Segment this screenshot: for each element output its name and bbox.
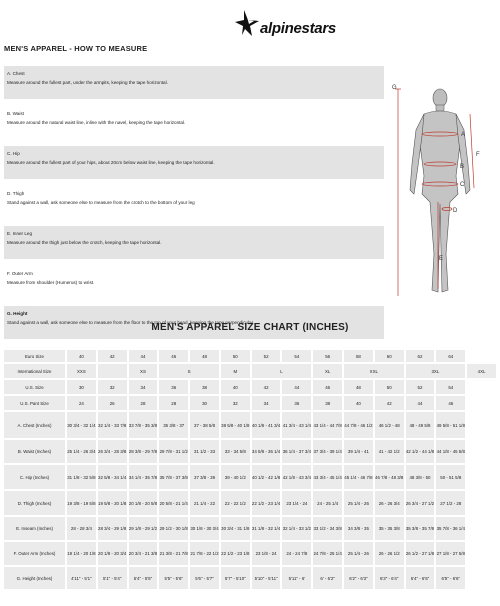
table-cell: 50 <box>375 380 404 394</box>
table-cell: 41 3/4 - 43 1/4 <box>282 412 311 438</box>
table-cell: 34 5/8 - 36 1/4 <box>252 440 281 463</box>
table-cell: 20 1/8 - 20 5/8 <box>129 491 158 515</box>
table-cell: 42 <box>375 396 404 410</box>
table-cell: 21 1/4 - 22 <box>190 491 219 515</box>
table-cell: 31 1/2 - 33 <box>190 440 219 463</box>
measure-item-desc: Measure around the fullest part, under the armpits, keeping the tape horizontal. <box>7 79 168 85</box>
table-cell: 48 - 49 5/8 <box>406 412 435 438</box>
measurement-row <box>4 465 496 489</box>
table-cell: 35 7/8 - 37 3/8 <box>159 465 188 489</box>
table-cell: 27 1/2 - 28 <box>436 491 465 515</box>
row-label: U.S. Size <box>4 380 65 394</box>
row-label: E. Inseam (Inches) <box>4 517 65 540</box>
table-cell: 35 3/8 - 35 7/8 <box>406 517 435 540</box>
table-cell: 29 1/2 - 30 1/8 <box>159 517 188 540</box>
table-cell: 21 7/8 - 22 1/2 <box>190 542 219 565</box>
measure-item-label: B. Waist <box>7 111 24 116</box>
measure-item-desc: Measure around the thigh just below the crotch, keeping the tape horizontal. <box>7 239 162 245</box>
table-cell: 62 <box>406 350 435 362</box>
table-cell: 58 <box>344 350 373 362</box>
brand-wordmark: alpinestars <box>260 20 336 37</box>
table-cell: 26 - 26 3/4 <box>375 491 404 515</box>
table-cell: 42 <box>98 350 127 362</box>
row-label: F. Outer Arm (Inches) <box>4 542 65 565</box>
table-cell: 34 <box>252 396 281 410</box>
table-cell <box>98 364 127 378</box>
measure-item-desc: Measure around the fullest part of your hips, about 20cm below waist line, keeping the tape horizontal. <box>7 159 215 165</box>
table-cell: 32 <box>221 396 250 410</box>
table-cell: 26 <box>98 396 127 410</box>
figure-letter: D <box>453 208 458 214</box>
table-cell: 30 <box>67 380 96 394</box>
figure-letter: F <box>476 152 480 158</box>
table-cell: 37 3/8 - 39 <box>190 465 219 489</box>
brand-logo <box>232 8 342 40</box>
table-cell: 25 1/4 - 26 <box>344 542 373 565</box>
table-cell: 33 7/8 - 35 3/8 <box>129 412 158 438</box>
table-cell: 31 1/8 - 32 1/4 <box>252 517 281 540</box>
table-cell: 42 <box>252 380 281 394</box>
table-cell: 22 - 22 1/2 <box>221 491 250 515</box>
table-cell: 36 <box>159 380 188 394</box>
table-cell: 26 3/4 - 27 1/2 <box>406 491 435 515</box>
table-cell: 35 - 35 3/8 <box>375 517 404 540</box>
table-cell: 38 <box>190 380 219 394</box>
table-cell: 54 <box>282 350 311 362</box>
row-label: International Size <box>4 364 65 378</box>
euro-size-row <box>4 350 496 362</box>
table-cell: 35 7/8 - 36 1/4 <box>436 517 465 540</box>
table-cell: 26 1/2 - 27 1/8 <box>406 542 435 565</box>
table-cell: 20 5/8 - 21 1/4 <box>159 491 188 515</box>
table-cell: 44 1/8 - 45 5/8 <box>436 440 465 463</box>
table-cell: 6' - 6'2" <box>313 567 342 589</box>
table-cell: 28 <box>129 396 158 410</box>
table-cell: XS <box>129 364 158 378</box>
table-cell: 44 7/8 - 46 1/2 <box>344 412 373 438</box>
table-cell: XXS <box>67 364 96 378</box>
table-cell: 43 3/4 - 45 1/4 <box>313 465 342 489</box>
table-cell: 46 <box>313 380 342 394</box>
body-measurement-figure <box>390 84 496 298</box>
table-cell: M <box>221 364 250 378</box>
table-cell: 39 1/4 - 41 <box>344 440 373 463</box>
table-cell: 30 3/4 - 31 1/8 <box>221 517 250 540</box>
table-cell: 40 <box>344 396 373 410</box>
table-cell: 46 <box>159 350 188 362</box>
table-cell: 42 1/8 - 43 3/4 <box>282 465 311 489</box>
size-chart-table <box>2 348 498 591</box>
table-cell: 44 <box>406 396 435 410</box>
table-cell: 28 - 28 3/4 <box>67 517 96 540</box>
alpinestars-star-icon <box>232 8 262 38</box>
table-cell: 24 - 24 7/8 <box>282 542 311 565</box>
measurement-row <box>4 440 496 463</box>
table-cell: 29 7/8 - 31 1/2 <box>159 440 188 463</box>
table-cell: 4'11" - 5'1" <box>67 567 96 589</box>
measure-item-waist <box>4 106 384 139</box>
figure-letter: A <box>461 132 466 138</box>
table-cell: 19 1/4 - 20 1/8 <box>67 542 96 565</box>
table-cell: 30 <box>190 396 219 410</box>
table-cell: 50 <box>221 350 250 362</box>
table-cell: 19 5/8 - 20 1/8 <box>98 491 127 515</box>
us-size-row <box>4 380 496 394</box>
measure-item-label: F. Outer Arm <box>7 271 33 276</box>
how-to-measure-title: MEN'S APPAREL - HOW TO MEASURE <box>4 44 148 53</box>
table-cell: 64 <box>436 350 465 362</box>
table-cell: 30 3/4 - 32 1/4 <box>67 412 96 438</box>
measure-item-desc: Measure around the natural waist line, inline with the navel, keeping the tape horizontal. <box>7 119 186 125</box>
measure-item-inner-leg <box>4 226 384 259</box>
size-chart-title: MEN'S APPAREL SIZE CHART (INCHES) <box>151 322 349 333</box>
table-cell: 45 1/4 - 46 7/8 <box>344 465 373 489</box>
table-cell: 32 1/4 - 33 7/8 <box>98 412 127 438</box>
row-label: D. Thigh (Inches) <box>4 491 65 515</box>
measure-item-hip <box>4 146 384 179</box>
measure-item-label: C. Hip <box>7 151 20 156</box>
row-label: A. Chest (Inches) <box>4 412 65 438</box>
measure-item-outer-arm <box>4 266 384 299</box>
measurement-row <box>4 517 496 540</box>
row-label: U.S. Pant Size <box>4 396 65 410</box>
table-cell: 5'11" - 6' <box>282 567 311 589</box>
table-cell: 33 1/2 - 34 3/8 <box>313 517 342 540</box>
table-cell: 6'2" - 6'3" <box>344 567 373 589</box>
table-cell: 20 3/4 - 21 3/8 <box>129 542 158 565</box>
table-cell: 20 1/8 - 20 3/4 <box>98 542 127 565</box>
measurement-row <box>4 412 496 438</box>
table-cell: 34 1/4 - 35 7/8 <box>129 465 158 489</box>
table-cell: 36 1/4 - 37 3/4 <box>282 440 311 463</box>
us-pant-size-row <box>4 396 496 410</box>
table-cell: 37 3/4 - 39 1/4 <box>313 440 342 463</box>
table-cell: 23 1/4 - 24 <box>282 491 311 515</box>
measure-item-thigh <box>4 186 384 219</box>
table-cell: 22 1/2 - 23 1/4 <box>252 491 281 515</box>
table-cell: 31 1/8 - 32 5/8 <box>67 465 96 489</box>
table-cell: 39 - 40 1/2 <box>221 465 250 489</box>
table-cell: 40 1/8 - 41 3/4 <box>252 412 281 438</box>
table-cell: 49 5/8 - 51 1/8 <box>436 412 465 438</box>
table-cell: 30 1/8 - 30 3/4 <box>190 517 219 540</box>
table-cell: 24 - 25 1/4 <box>313 491 342 515</box>
table-cell: XXL <box>344 364 404 378</box>
table-cell: 26 - 26 1/2 <box>375 542 404 565</box>
table-cell: 44 <box>282 380 311 394</box>
figure-letter: E <box>439 256 444 262</box>
measure-item-desc: Measure from shoulder (Humerus) to wrist. <box>7 279 95 285</box>
table-cell: 52 <box>406 380 435 394</box>
table-cell: 29 1/8 - 29 1/2 <box>129 517 158 540</box>
table-cell: 27 1/8 - 27 5/8 <box>436 542 465 565</box>
table-cell: 36 <box>282 396 311 410</box>
measure-item-label: G. Height <box>7 311 28 316</box>
table-cell: 21 3/8 - 21 7/8 <box>159 542 188 565</box>
figure-letter: B <box>460 164 465 170</box>
table-cell: 4XL <box>467 364 496 378</box>
table-cell: 56 <box>313 350 342 362</box>
table-cell: 46 1/2 - 48 <box>375 412 404 438</box>
table-cell: 23 1/8 - 24 <box>252 542 281 565</box>
table-cell: 48 3/8 - 50 <box>406 465 435 489</box>
measurement-rows <box>4 412 496 589</box>
table-cell: S <box>159 364 219 378</box>
measure-item-label: E. Inner Leg <box>7 231 33 236</box>
measurement-row <box>4 491 496 515</box>
table-cell: 46 7/8 - 48 3/8 <box>375 465 404 489</box>
measure-item-label: A. Chest <box>7 71 25 76</box>
table-cell: 54 <box>436 380 465 394</box>
measure-item-label: D. Thigh <box>7 191 25 196</box>
table-cell: 25 1/4 - 26 <box>344 491 373 515</box>
table-cell: 40 1/2 - 42 1/8 <box>252 465 281 489</box>
table-cell: 48 <box>190 350 219 362</box>
table-cell: 46 <box>436 396 465 410</box>
figure-letter: G <box>392 85 397 91</box>
measure-item-chest <box>4 66 384 99</box>
table-cell: 6'5" - 6'6" <box>436 567 465 589</box>
table-cell: 6'4" - 6'5" <box>406 567 435 589</box>
table-cell: 32 <box>98 380 127 394</box>
table-cell: 5'4" - 5'5" <box>129 567 158 589</box>
table-cell: 24 7/8 - 25 1/4 <box>313 542 342 565</box>
table-cell: 28 3/4 - 29 1/8 <box>98 517 127 540</box>
body-silhouette-illustration <box>390 84 496 298</box>
international-size-row <box>4 364 496 378</box>
table-cell: 37 - 38 5/8 <box>190 412 219 438</box>
table-cell: 52 <box>252 350 281 362</box>
table-cell: L <box>252 364 312 378</box>
table-cell: 60 <box>375 350 404 362</box>
table-cell: 44 <box>129 350 158 362</box>
table-cell: 5'1" - 5'4" <box>98 567 127 589</box>
table-cell: 28 3/8 - 29 7/8 <box>129 440 158 463</box>
table-cell: 19 3/8 - 19 5/8 <box>67 491 96 515</box>
row-label: G. Height (Inches) <box>4 567 65 589</box>
measurement-row <box>4 542 496 565</box>
table-cell: 5'10" - 5'11" <box>252 567 281 589</box>
row-label: B. Waist (Inches) <box>4 440 65 463</box>
table-cell: 38 5/8 - 40 1/8 <box>221 412 250 438</box>
table-cell: 5'6" - 5'7" <box>190 567 219 589</box>
table-cell: 5'5" - 5'6" <box>159 567 188 589</box>
table-cell: 24 <box>67 396 96 410</box>
row-label: Euro Size <box>4 350 65 362</box>
table-cell: 33 - 34 5/8 <box>221 440 250 463</box>
table-cell: 26 3/4 - 28 3/8 <box>98 440 127 463</box>
table-cell: 50 - 51 5/8 <box>436 465 465 489</box>
table-cell: 32 1/4 - 33 1/2 <box>282 517 311 540</box>
table-cell: 5'7" - 5'10" <box>221 567 250 589</box>
measure-item-desc: Stand against a wall, ask someone else to measure from the crotch to the bottom of your leg <box>7 199 195 205</box>
table-cell: 25 1/4 - 26 3/4 <box>67 440 96 463</box>
row-label: C. Hip (Inches) <box>4 465 65 489</box>
table-cell: 28 <box>159 396 188 410</box>
measure-instructions <box>4 66 384 346</box>
table-cell: 42 1/2 - 44 1/8 <box>406 440 435 463</box>
table-cell: 43 1/4 - 44 7/8 <box>313 412 342 438</box>
table-cell: 34 3/8 - 35 <box>344 517 373 540</box>
table-cell: 3XL <box>406 364 466 378</box>
table-cell: 6'3" - 6'4" <box>375 567 404 589</box>
table-cell: 40 <box>67 350 96 362</box>
measurement-row <box>4 567 496 589</box>
table-cell: 34 <box>129 380 158 394</box>
measure-item-desc: Stand against a wall, ask someone else to measure from the floor to the top of your head, keeping the tape perpendicular. <box>7 319 255 325</box>
table-cell: 32 5/8 - 34 1/4 <box>98 465 127 489</box>
table-cell: 40 <box>221 380 250 394</box>
table-cell: 48 <box>344 380 373 394</box>
table-cell: 35 3/8 - 37 <box>159 412 188 438</box>
figure-letter: C <box>460 182 465 188</box>
table-cell: XL <box>313 364 342 378</box>
table-cell: 38 <box>313 396 342 410</box>
table-cell: 41 - 42 1/2 <box>375 440 404 463</box>
table-cell: 22 1/2 - 23 1/8 <box>221 542 250 565</box>
